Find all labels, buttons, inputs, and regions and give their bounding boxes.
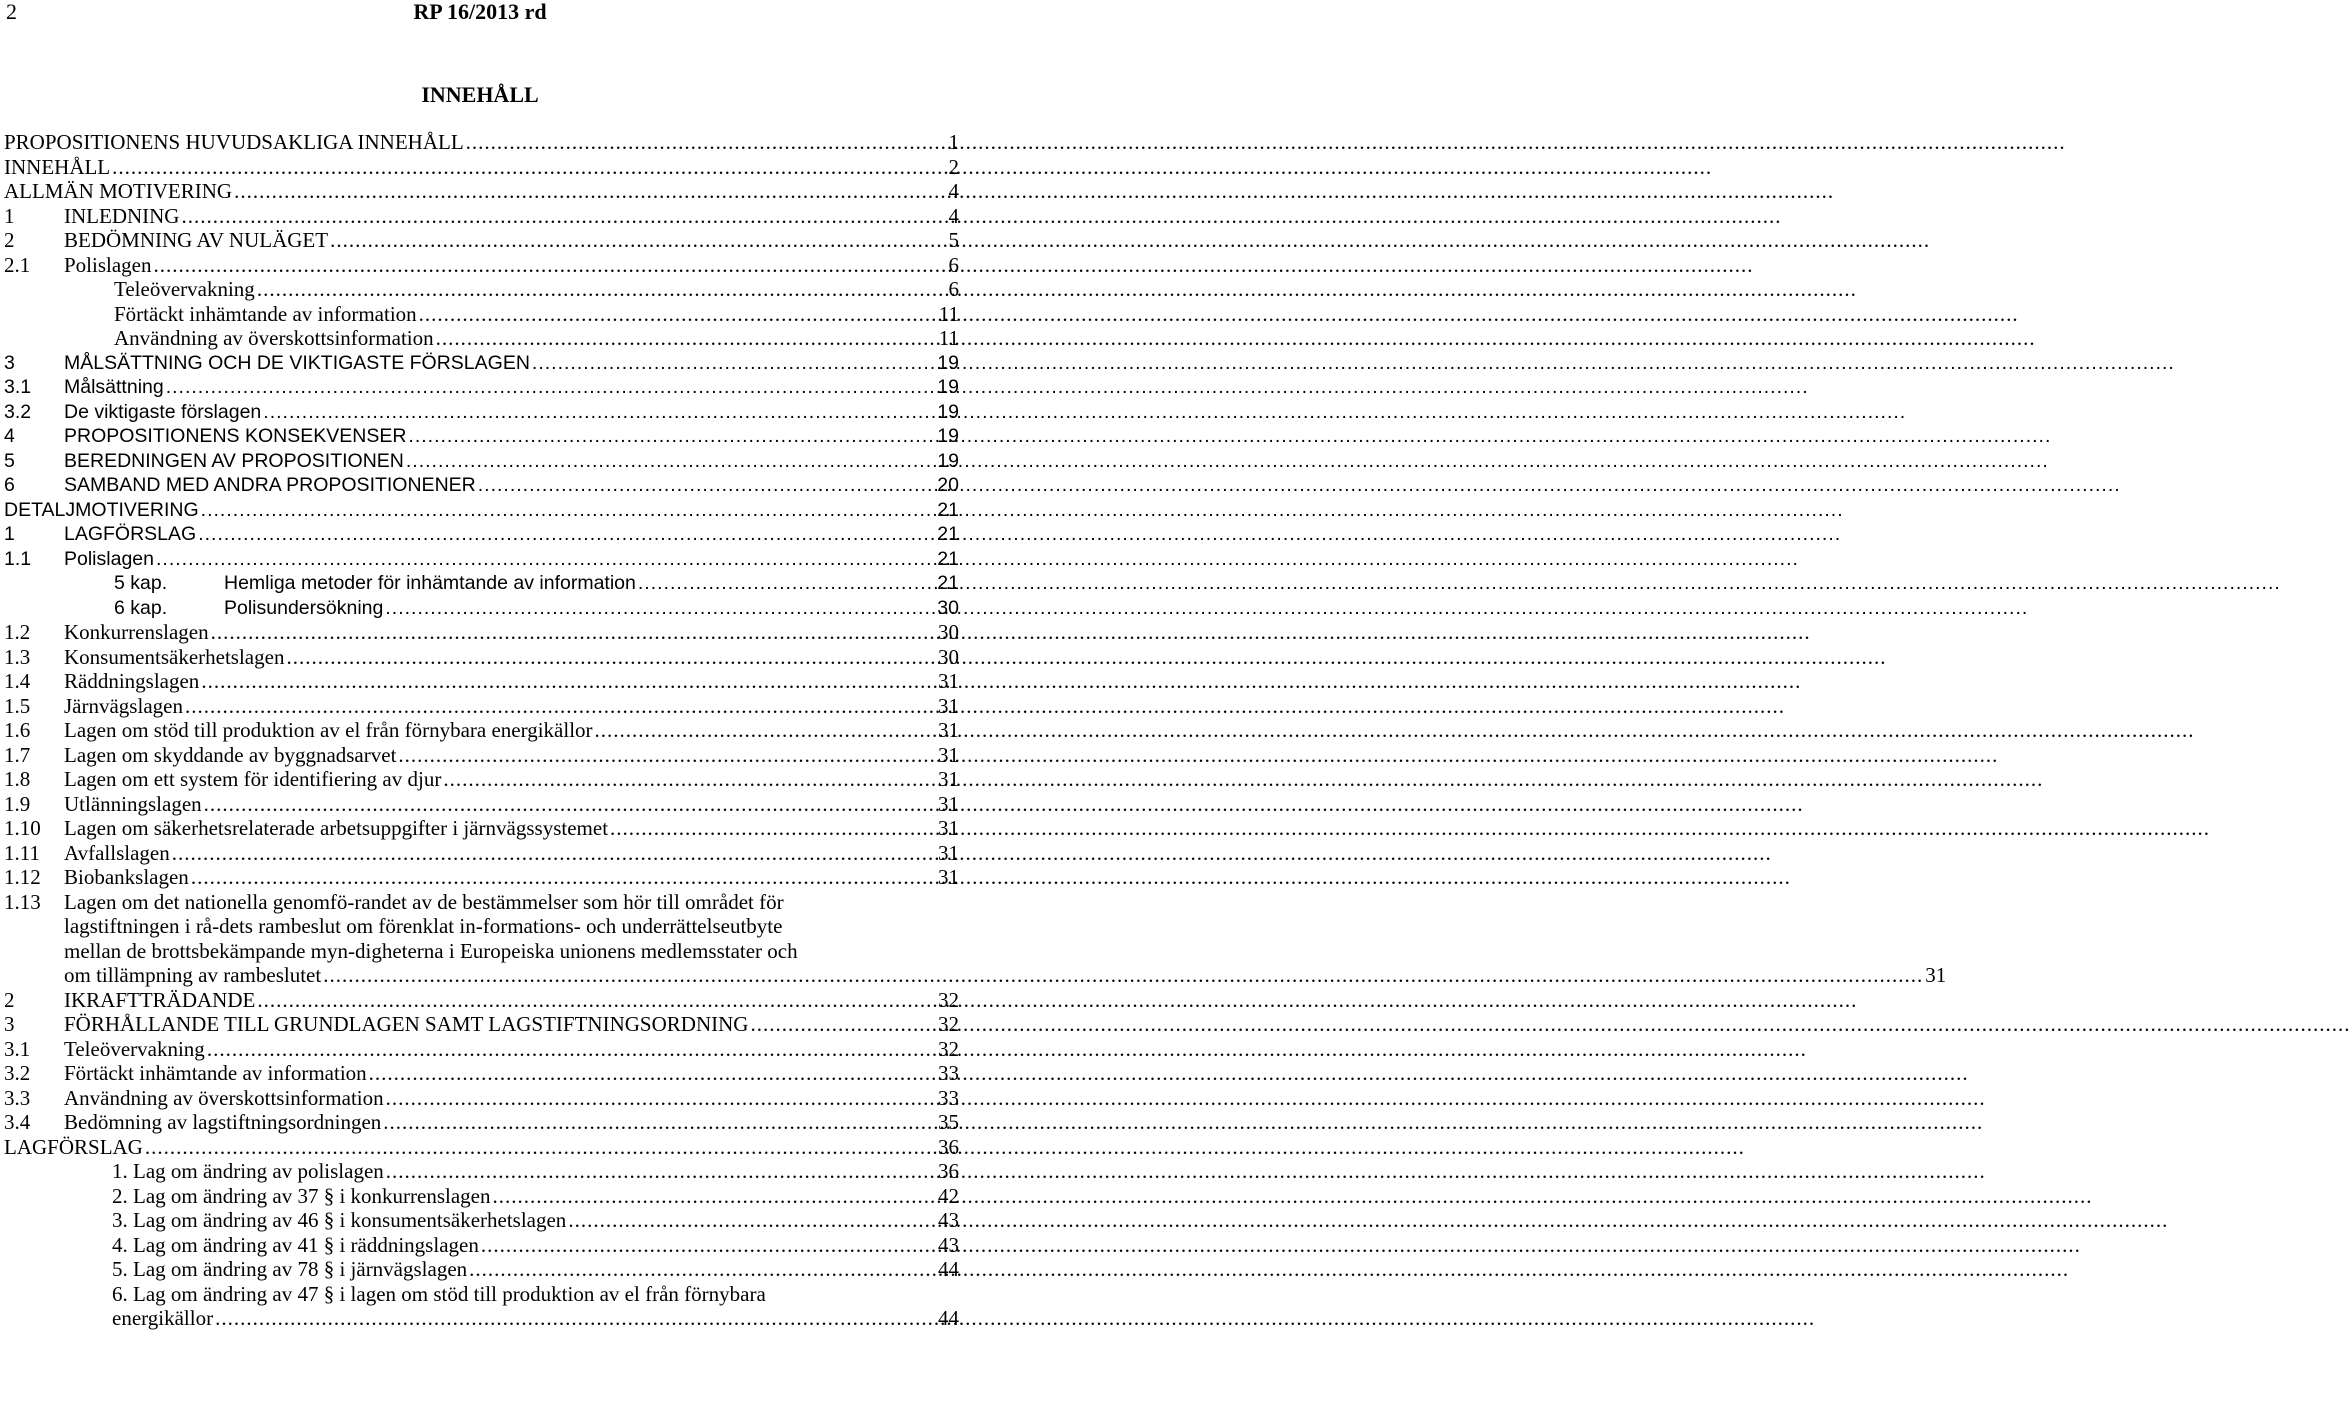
toc-entry-number: 3.4 <box>4 1110 31 1134</box>
toc-entry[interactable] <box>4 743 959 768</box>
toc-entry[interactable] <box>4 571 959 596</box>
toc-entry[interactable] <box>4 718 959 743</box>
toc-entry-page: 33 <box>938 1085 959 1110</box>
toc-entry[interactable] <box>4 400 959 425</box>
toc-entry-number: 6 kap. <box>114 596 168 619</box>
dot-leader <box>234 179 946 204</box>
toc-entry[interactable] <box>4 865 959 890</box>
toc-entry[interactable] <box>4 1208 959 1233</box>
dot-leader <box>493 1184 937 1209</box>
toc-entry-page: 21 <box>937 523 959 545</box>
dot-leader <box>469 1257 936 1282</box>
toc-entry-title: Polisundersökning <box>224 596 384 619</box>
toc-entry-title: 3. Lag om ändring av 46 § i konsumentsäkerhetslagen <box>112 1208 567 1232</box>
toc-entry-title: Förtäckt inhämtande av information <box>114 301 417 326</box>
dot-leader <box>112 155 946 180</box>
toc-entry-number: 2 <box>4 228 15 252</box>
toc-entry-page: 43 <box>938 1232 959 1257</box>
toc-entry-page: 4 <box>948 179 959 203</box>
toc-entry-title: 2. Lag om ändring av 37 § i konkurrenslagen <box>112 1183 491 1208</box>
toc-entry-title: SAMBAND MED ANDRA PROPOSITIONENER <box>64 474 476 496</box>
toc-entry-page: 1 <box>948 130 959 154</box>
toc-entry-title: Lagen om stöd till produktion av el från förnybara energikällor <box>64 718 593 742</box>
toc-entry-number: 1.10 <box>4 816 41 840</box>
toc-entry-title: Avfallslagen <box>64 840 170 865</box>
toc-entry-page: 5 <box>948 228 959 252</box>
toc-entry-page: 19 <box>937 449 959 472</box>
toc-entry[interactable] <box>4 228 959 253</box>
dot-leader <box>201 498 936 523</box>
toc-entry-number: 1.12 <box>4 865 41 889</box>
toc-entry-title: 4. Lag om ändring av 41 § i räddningslagen <box>112 1232 479 1257</box>
toc-entry[interactable] <box>4 1233 959 1258</box>
toc-entry[interactable] <box>4 179 959 204</box>
toc-entry[interactable] <box>4 498 959 523</box>
toc-entry[interactable] <box>4 1159 959 1184</box>
toc-entry-title: MÅLSÄTTNING OCH DE VIKTIGASTE FÖRSLAGEN <box>64 351 530 374</box>
dot-leader <box>156 547 935 572</box>
toc-entry[interactable] <box>4 375 959 400</box>
dot-leader <box>204 792 936 817</box>
toc-entry-number: 4 <box>4 425 15 447</box>
toc-entry[interactable] <box>4 1037 959 1062</box>
toc-entry-page: 44 <box>938 1306 959 1330</box>
toc-entry-title: 5. Lag om ändring av 78 § i järnvägslagen <box>112 1257 468 1281</box>
dot-leader <box>478 473 936 498</box>
toc-entry[interactable] <box>4 1257 959 1282</box>
toc-entry-page: 19 <box>937 400 959 423</box>
toc-entry-number: 1.3 <box>4 644 31 669</box>
toc-entry-number: 3.3 <box>4 1085 31 1110</box>
toc-entry[interactable] <box>4 1061 959 1086</box>
dot-leader <box>532 351 935 376</box>
toc-entry-title: INLEDNING <box>64 203 180 228</box>
toc-entry-number: 1.2 <box>4 620 31 644</box>
toc-entry-page: 19 <box>937 351 959 374</box>
toc-entry-page: 19 <box>937 425 959 447</box>
dot-leader <box>201 669 936 694</box>
toc-entry-title: LAGFÖRSLAG <box>64 523 197 545</box>
toc-entry-title: 1. Lag om ändring av polislagen <box>112 1159 384 1183</box>
toc-entry-title: Bedömning av lagstiftningsordningen <box>64 1110 382 1134</box>
toc-entry-title: Polislagen <box>64 252 152 277</box>
dot-leader <box>419 302 937 327</box>
toc-entry-page: 32 <box>938 1036 959 1061</box>
toc-entry-page: 11 <box>938 301 959 326</box>
dot-leader <box>145 1135 936 1160</box>
toc-entry-page: 30 <box>938 644 959 669</box>
toc-entry-number: 5 <box>4 449 15 472</box>
toc-entry-title: Användning av överskottsinformation <box>64 1085 384 1110</box>
toc-entry-title: Biobankslagen <box>64 865 189 889</box>
dot-leader <box>257 988 936 1013</box>
toc-entry[interactable] <box>4 620 959 645</box>
toc-entry-title: De viktigaste förslagen <box>64 400 262 423</box>
dot-leader <box>408 424 935 449</box>
toc-entry-page: 21 <box>937 498 959 521</box>
toc-entry-page: 36 <box>938 1159 959 1183</box>
dot-leader <box>610 816 936 841</box>
toc-entry[interactable] <box>4 449 959 474</box>
toc-entry-number: 1.11 <box>4 840 40 865</box>
toc-entry-title: BEREDNINGEN AV PROPOSITIONEN <box>64 449 404 472</box>
table-of-contents <box>4 130 1947 1331</box>
toc-entry-page: 21 <box>937 547 959 570</box>
toc-entry-number: 2 <box>4 987 15 1012</box>
toc-entry-page: 31 <box>938 742 959 767</box>
dot-leader <box>191 865 936 890</box>
toc-entry-title: Lagen om skyddande av byggnadsarvet <box>64 742 397 767</box>
toc-entry-title: INNEHÅLL <box>4 154 111 179</box>
toc-entry[interactable] <box>4 1184 959 1209</box>
dot-leader <box>466 130 947 155</box>
dot-leader <box>406 449 935 474</box>
toc-entry-title: IKRAFTTRÄDANDE <box>64 987 256 1012</box>
toc-entry-page: 21 <box>937 572 959 594</box>
toc-entry-number: 1.1 <box>4 547 32 570</box>
toc-entry-page: 35 <box>938 1110 959 1134</box>
toc-entry[interactable] <box>4 522 959 547</box>
toc-entry-page: 2 <box>948 154 959 179</box>
toc-entry-title: LAGFÖRSLAG <box>4 1134 143 1159</box>
toc-entry-page: 43 <box>938 1208 959 1232</box>
toc-entry[interactable] <box>4 669 959 694</box>
page-number: 2 <box>6 0 17 24</box>
toc-entry-title: Förtäckt inhämtande av information <box>64 1061 367 1085</box>
document-id: RP 16/2013 rd <box>413 0 547 24</box>
dot-leader <box>257 277 947 302</box>
toc-entry-page: 20 <box>937 474 959 496</box>
toc-entry-number: 1.7 <box>4 742 31 767</box>
toc-entry-last-line <box>64 963 1946 988</box>
toc-entry-number: 1.13 <box>4 889 41 914</box>
toc-entry[interactable] <box>4 988 959 1013</box>
toc-entry-last-line <box>112 1306 959 1331</box>
toc-entry-page: 31 <box>938 791 959 816</box>
toc-entry-number: 2.1 <box>4 252 31 277</box>
dot-leader <box>286 645 936 670</box>
dot-leader <box>750 1012 936 1037</box>
dot-leader <box>207 1037 936 1062</box>
toc-entry-number: 1.9 <box>4 791 31 816</box>
toc-entry-number: 1.6 <box>4 718 31 742</box>
dot-leader <box>481 1233 936 1258</box>
toc-entry[interactable] <box>4 792 959 817</box>
toc-entry[interactable] <box>4 1135 959 1160</box>
toc-entry-body <box>64 890 1946 988</box>
toc-entry-multiline[interactable] <box>4 889 1947 988</box>
toc-entry-title: PROPOSITIONENS KONSEKVENSER <box>64 425 407 447</box>
toc-entry-number: 1.4 <box>4 669 31 693</box>
toc-entry-title: FÖRHÅLLANDE TILL GRUNDLAGEN SAMT LAGSTIFTNINGSORDNING <box>64 1012 749 1036</box>
toc-entry-title: Användning av överskottsinformation <box>114 326 434 350</box>
dot-leader <box>211 620 936 645</box>
toc-entry[interactable] <box>4 767 959 792</box>
toc-entry-page: 4 <box>948 203 959 228</box>
toc-entry-number: 1.8 <box>4 767 31 791</box>
dot-leader <box>330 228 946 253</box>
dot-leader <box>185 694 936 719</box>
toc-entry-page: 31 <box>938 865 959 889</box>
toc-entry[interactable] <box>4 1110 959 1135</box>
toc-entry-page: 32 <box>938 987 959 1012</box>
dot-leader <box>568 1208 936 1233</box>
toc-entry[interactable] <box>4 326 959 351</box>
toc-entry[interactable] <box>4 155 959 180</box>
toc-entry[interactable] <box>4 424 959 449</box>
dot-leader <box>595 718 936 743</box>
toc-entry-page: 32 <box>938 1012 959 1036</box>
toc-entry-title-line: om tillämpning av rambeslutet <box>64 963 322 987</box>
toc-entry-title: Polislagen <box>64 547 154 570</box>
toc-entry-title: Teleövervakning <box>64 1036 205 1061</box>
dot-leader <box>181 204 946 229</box>
toc-entry[interactable] <box>4 645 959 670</box>
toc-entry[interactable] <box>4 694 959 719</box>
toc-entry-title: Konkurrenslagen <box>64 620 209 644</box>
toc-entry-number: 3 <box>4 1012 15 1036</box>
toc-entry-title: Räddningslagen <box>64 669 200 693</box>
toc-entry-number: 3.1 <box>4 376 32 398</box>
dot-leader <box>198 522 935 547</box>
toc-entry-title: Teleövervakning <box>114 277 255 301</box>
toc-entry[interactable] <box>4 253 959 278</box>
dot-leader <box>443 767 936 792</box>
toc-entry-page: 31 <box>938 816 959 840</box>
toc-entry-title-line: mellan de brottsbekämpande myn-digheterna i Europeiska unionens medlemsstater och <box>64 938 798 963</box>
toc-entry-title: BEDÖMNING AV NULÄGET <box>64 228 329 252</box>
toc-entry-page: 31 <box>1925 963 1947 987</box>
toc-entry-title: ALLMÄN MOTIVERING <box>4 179 233 203</box>
toc-entry-title: Järnvägslagen <box>64 693 183 718</box>
dot-leader <box>323 963 1923 988</box>
toc-entry-page: 31 <box>938 693 959 718</box>
toc-entry[interactable] <box>4 473 959 498</box>
toc-entry-number: 3 <box>4 351 15 374</box>
toc-entry-title: PROPOSITIONENS HUVUDSAKLIGA INNEHÅLL <box>4 130 464 154</box>
toc-entry-title: Utlänningslagen <box>64 791 202 816</box>
dot-leader <box>369 1061 936 1086</box>
toc-entry-page: 31 <box>938 767 959 791</box>
toc-entry-page: 44 <box>938 1257 959 1281</box>
dot-leader <box>386 1159 936 1184</box>
toc-entry-page: 31 <box>938 840 959 865</box>
dot-leader <box>263 400 935 425</box>
toc-entry-page: 6 <box>948 252 959 277</box>
toc-entry-page: 6 <box>948 277 959 301</box>
dot-leader <box>385 596 935 621</box>
toc-entry-title-line: energikällor <box>112 1306 214 1330</box>
toc-entry[interactable] <box>4 841 959 866</box>
toc-entry-multiline[interactable] <box>4 1282 959 1331</box>
toc-entry-page: 30 <box>938 620 959 644</box>
toc-entry[interactable] <box>4 204 959 229</box>
toc-entry-page: 31 <box>938 669 959 693</box>
toc-entry-number: 3.2 <box>4 1061 31 1085</box>
toc-entry[interactable] <box>4 277 959 302</box>
toc-entry-title: Lagen om ett system för identifiering av djur <box>64 767 442 791</box>
toc-entry-title: Hemliga metoder för inhämtande av information <box>224 572 636 594</box>
toc-entry-title: Lagen om säkerhetsrelaterade arbetsuppgifter i järnvägssystemet <box>64 816 609 840</box>
toc-entry[interactable] <box>4 302 959 327</box>
toc-entry-page: 19 <box>937 376 959 398</box>
toc-entry[interactable] <box>4 1086 959 1111</box>
toc-entry-title: Målsättning <box>64 376 164 398</box>
toc-entry-title: DETALJMOTIVERING <box>4 498 199 521</box>
toc-entry[interactable] <box>4 816 959 841</box>
toc-entry-title: Konsumentsäkerhetslagen <box>64 644 285 669</box>
toc-entry-title-line: 6. Lag om ändring av 47 § i lagen om stöd till produktion av el från förnybara <box>112 1281 766 1306</box>
dot-leader <box>215 1306 936 1331</box>
toc-entry-page: 33 <box>938 1061 959 1085</box>
toc-entry-page: 11 <box>938 326 959 350</box>
toc-entry-title-line: Lagen om det nationella genomfö-randet av de bestämmelser som hör till området för <box>64 889 784 914</box>
toc-entry[interactable] <box>4 1012 959 1037</box>
toc-entry-number: 5 kap. <box>114 572 168 594</box>
toc-entry-page: 30 <box>937 596 959 619</box>
toc-entry[interactable] <box>4 547 959 572</box>
toc-entry-number: 1 <box>4 203 15 228</box>
toc-entry-number: 1.5 <box>4 693 31 718</box>
toc-entry[interactable] <box>4 351 959 376</box>
dot-leader <box>436 326 937 351</box>
dot-leader <box>166 375 936 400</box>
toc-entry-page: 36 <box>938 1134 959 1159</box>
dot-leader <box>638 571 935 596</box>
toc-entry-number: 3.2 <box>4 400 32 423</box>
dot-leader <box>172 841 936 866</box>
dot-leader <box>386 1086 936 1111</box>
dot-leader <box>154 253 947 278</box>
dot-leader <box>398 743 936 768</box>
toc-entry-title-line: lagstiftningen i rå-dets rambeslut om förenklat in-formations- och underrättelseutbyte <box>64 914 783 938</box>
toc-entry[interactable] <box>4 130 959 155</box>
toc-entry-number: 6 <box>4 474 15 496</box>
toc-entry-number: 3.1 <box>4 1036 31 1061</box>
toc-entry-page: 31 <box>938 718 959 742</box>
toc-heading: INNEHÅLL <box>421 82 539 107</box>
toc-entry[interactable] <box>4 596 959 621</box>
toc-entry-number: 1 <box>4 523 15 545</box>
dot-leader <box>383 1110 936 1135</box>
toc-entry-page: 42 <box>938 1183 959 1208</box>
